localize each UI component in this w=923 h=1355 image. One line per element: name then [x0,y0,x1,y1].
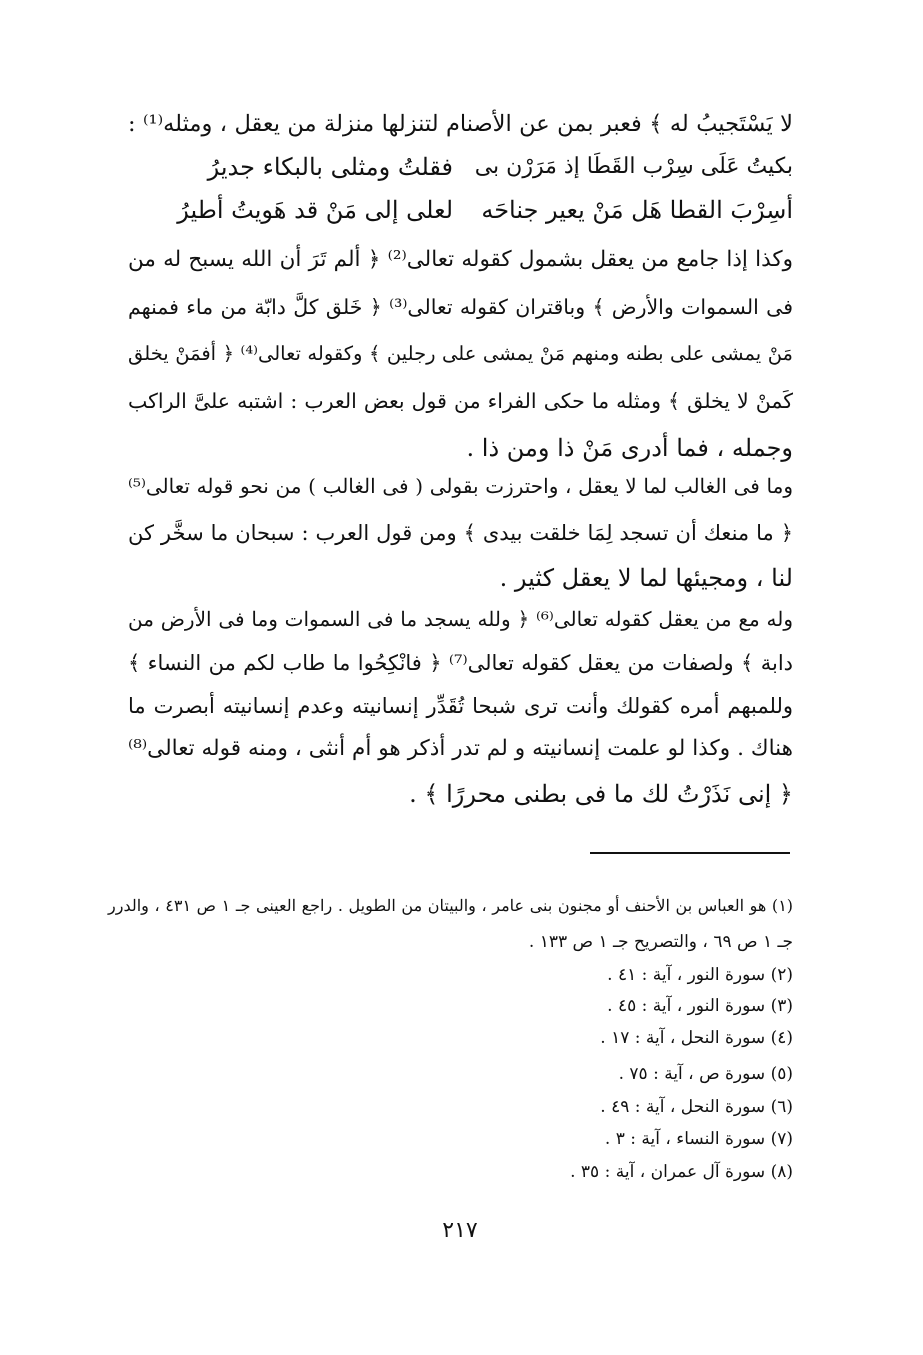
body-line: وله مع من يعقل كقوله تعالى⁽⁶⁾ ﴿ ولله يسجد ما فى السموات وما فى الأرض من [128,607,793,631]
verse-hemistich-right: أسِرْبَ القطا هَل مَنْ يعير جناحَه [481,196,793,224]
footnote-line: (١) هو العباس بن الأحنف أو مجنون بنى عامر ، والبيتان من الطويل . راجع العينى جـ ١ ص ٤٣١ ، والدرر [108,896,794,915]
body-line: وجمله ، فما أدرى مَنْ ذا ومن ذا . [466,434,793,462]
body-line: لا يَسْتَجيبُ له ﴾ فعبر بمن عن الأصنام لتنزلها منزلة من يعقل ، ومثله⁽¹⁾ : [128,111,793,137]
body-line: لنا ، ومجيئها لما لا يعقل كثير . [499,564,793,592]
footnote-line: (٣) سورة النور ، آية : ٤٥ . [607,996,793,1016]
body-line: ﴿ ما منعك أن تسجد لِمَا خلقت بيدى ﴾ ومن قول العرب : سبحان ما سخَّر كن [128,521,793,545]
footnote-line: (٧) سورة النساء ، آية : ٣ . [604,1129,793,1149]
body-line: مَنْ يمشى على بطنه ومنهم مَنْ يمشى على رجلين ﴾ وكقوله تعالى⁽⁴⁾ ﴿ أفمَنْ يخلق [128,342,794,365]
footnote-line: (٢) سورة النور ، آية : ٤١ . [607,965,793,985]
footnote-line: جـ ١ ص ٦٩ ، والتصريح جـ ١ ص ١٣٣ . [528,932,793,952]
body-line: وكذا إذا جامع من يعقل بشمول كقوله تعالى⁽²⁾ ﴿ ألم تَرَ أن الله يسبح له من [128,247,793,272]
footnote-separator [590,852,790,854]
footnote-line: (٥) سورة ص ، آية : ٧٥ . [618,1064,793,1084]
footnote-line: (٦) سورة النحل ، آية : ٤٩ . [600,1097,793,1117]
body-line: دابة ﴾ ولصفات من يعقل كقوله تعالى⁽⁷⁾ ﴿ فانْكِحُوا ما طاب لكم من النساء ﴾ [128,651,794,675]
body-line: وللمبهم أمره كقولك وأنت ترى شبحا تُقَدِّر إنسانيته وعدم إنسانيته أبصرت ما [128,694,793,718]
body-line: ﴿ إنى نَذَرْتُ لك ما فى بطنى محررًا ﴾ . [409,780,793,808]
body-line: كَمنْ لا يخلق ﴾ ومثله ما حكى الفراء من قول بعض العرب : اشتبه علىَّ الراكب [128,389,793,413]
footnote-line: (٤) سورة النحل ، آية : ١٧ . [600,1028,793,1048]
footnote-line: (٨) سورة آل عمران ، آية : ٣٥ . [570,1162,793,1182]
body-line: فى السموات والأرض ﴾ وباقتران كقوله تعالى⁽³⁾ ﴿ خَلق كلَّ دابّة من ماء فمنهم [128,295,793,319]
verse-hemistich-left: لعلى إلى مَنْ قد هَويتُ أطيرُ [177,196,453,224]
verse-hemistich-left: فقلتُ ومثلى بالبكاء جديرُ [207,153,453,181]
page-number: ٢١٧ [442,1218,478,1243]
verse-hemistich-right: بكيتُ عَلَى سِرْب القَطَا إذ مَرَرْن بى [474,154,793,179]
body-line: هناك . وكذا لو علمت إنسانيته و لم تدر أذكر هو أم أنثى ، ومنه قوله تعالى⁽⁸⁾ [128,736,793,761]
body-line: وما فى الغالب لما لا يعقل ، واحترزت بقولى ( فى الغالب ) من نحو قوله تعالى⁽⁵⁾ [128,474,793,498]
